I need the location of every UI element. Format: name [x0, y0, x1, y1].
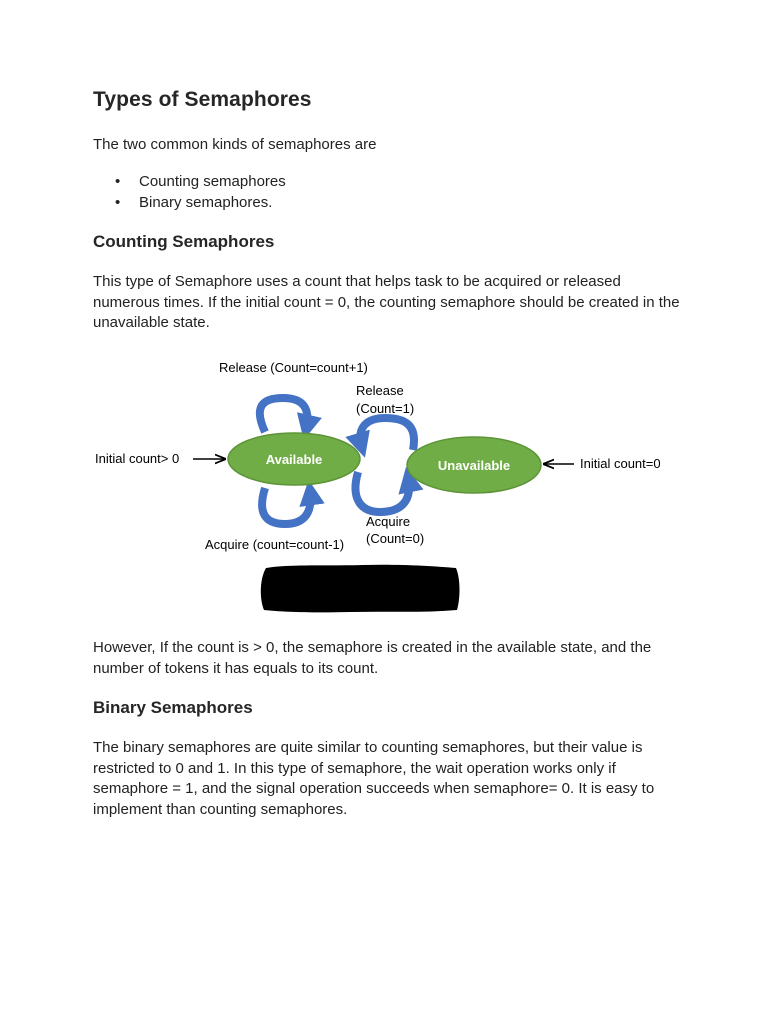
release-self-loop-arrow: [260, 398, 308, 432]
bullet-icon: •: [115, 193, 121, 211]
unavailable-state-label: Unavailable: [437, 458, 511, 473]
counting-paragraph: This type of Semaphore uses a count that helps task to be acquired or released numerous times. If the initial count = 0, the counting semaphore should be created in the unavailable state.: [93, 273, 680, 332]
list-item: [93, 193, 286, 214]
acquire-self-loop-arrow: [262, 488, 311, 524]
available-state-label: Available: [265, 452, 323, 467]
list-item-label: Binary semaphores.: [139, 193, 273, 211]
release-count-increment-label: Release (Count=count+1): [219, 360, 368, 375]
redaction-mark: [261, 565, 460, 613]
intro-text: The two common kinds of semaphores are: [93, 136, 377, 153]
acquire-count-decrement-label: Acquire (count=count-1): [205, 537, 345, 552]
page-title: Types of Semaphores: [93, 88, 312, 111]
acquire-count-label: (Count=0): [366, 531, 425, 546]
release-label: Release: [356, 383, 404, 398]
initial-count-positive-label: Initial count> 0: [95, 451, 180, 466]
counting-heading: Counting Semaphores: [93, 232, 275, 251]
release-count-label: (Count=1): [356, 401, 415, 416]
initial-count-zero-label: Initial count=0: [580, 456, 661, 471]
semaphore-state-diagram: [88, 352, 688, 622]
acquire-transition-arrow: [355, 472, 409, 512]
bullet-icon: •: [115, 173, 121, 190]
list-item: [93, 172, 286, 193]
counting-paragraph-2: However, If the count is > 0, the semaphore is created in the available state, and the number of tokens it has equals to its count.: [93, 639, 652, 677]
binary-heading: Binary Semaphores: [93, 698, 253, 717]
list-item-label: Counting semaphores: [139, 173, 286, 190]
release-transition-arrow: [360, 418, 414, 450]
binary-paragraph: The binary semaphores are quite similar to counting semaphores, but their value is restricted to 0 and 1. In this type of semaphore, the wait operation works only if semaphore = 1, and the signal operation succeeds when semaphore= 0. It is easy to implement than counting semaphores.: [93, 739, 655, 818]
acquire-label: Acquire: [366, 514, 411, 529]
semaphore-types-list: [93, 172, 286, 213]
